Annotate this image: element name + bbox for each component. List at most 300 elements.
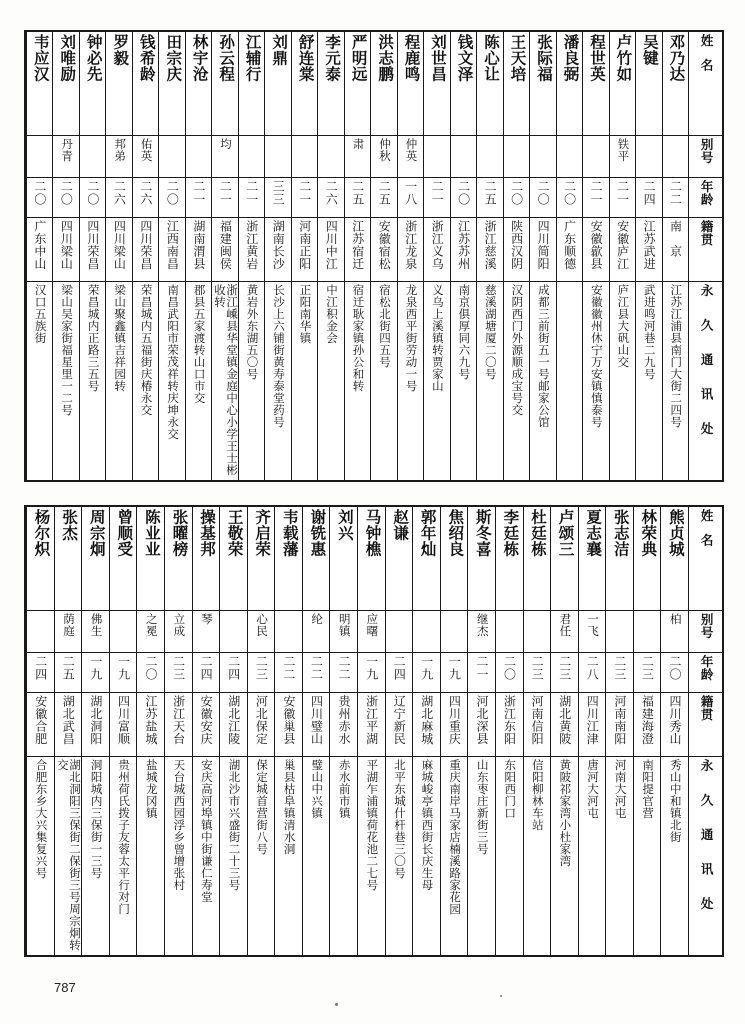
entry-address-text: 河南大河屯	[613, 759, 626, 819]
entry-alias	[661, 611, 688, 653]
entry-address-text: 黄陂祁家湾小杜家湾	[558, 759, 571, 867]
entry-name-text: 洪志鹏	[376, 34, 394, 82]
row-header-age	[689, 653, 722, 693]
entry-age-text: 二三	[612, 655, 627, 681]
roster-entry-column	[164, 507, 192, 955]
entry-age-text: 一九	[447, 655, 462, 681]
entry-age-text: 二三	[254, 655, 269, 681]
entry-age	[165, 653, 192, 693]
entry-address	[193, 757, 220, 955]
scan-speck	[335, 1003, 338, 1006]
roster-entry-column	[302, 507, 330, 955]
entry-address	[55, 757, 82, 955]
entry-age	[159, 178, 184, 218]
roster-entry-column	[291, 32, 317, 480]
entry-address	[610, 282, 635, 480]
entry-name	[137, 507, 164, 611]
entry-name-text: 杜廷栋	[528, 509, 546, 557]
roster-entry-column	[247, 507, 275, 955]
entry-native-text: 河南正阳	[297, 220, 312, 270]
row-header-alias-text: 别号	[699, 138, 714, 164]
roster-entry-column	[26, 32, 52, 480]
entry-name	[524, 507, 551, 611]
entry-age	[265, 178, 290, 218]
entry-name-text: 孙云程	[217, 34, 235, 82]
entry-address	[398, 282, 423, 480]
entry-alias	[663, 136, 688, 178]
entry-address	[451, 282, 476, 480]
roster-entry-column	[495, 507, 523, 955]
entry-alias	[413, 611, 440, 653]
entry-alias	[345, 136, 370, 178]
entry-address-text: 贵州荷氏拨子友蓉太平行对门	[117, 759, 130, 915]
page-number: 787	[54, 980, 76, 995]
entry-address	[239, 282, 264, 480]
entry-native-text: 四川梁山	[112, 220, 127, 270]
entry-age-text: 二二	[309, 655, 324, 681]
entry-name	[477, 32, 502, 136]
entry-native	[663, 218, 688, 282]
row-header-address-text: 永久通讯处	[699, 284, 714, 457]
entry-native-text: 湖南长沙	[271, 220, 286, 270]
row-header-name-text: 姓名	[699, 34, 714, 83]
roster-entry-column	[192, 507, 220, 955]
entry-address-text: 汉口五族街	[33, 284, 46, 344]
entry-address	[275, 757, 302, 955]
entry-age-text: 二五	[61, 655, 76, 681]
entry-alias	[583, 136, 608, 178]
entry-address-text: 唐河大河屯	[586, 759, 598, 819]
entry-name	[80, 32, 105, 136]
roster-entry-column	[52, 32, 78, 480]
entry-native-text: 河南南阳	[612, 695, 627, 745]
entry-name	[303, 507, 330, 611]
entry-alias	[80, 136, 105, 178]
entry-alias-text: 仲秋	[377, 138, 390, 162]
entry-name	[551, 507, 578, 611]
roster-entry-column	[633, 507, 661, 955]
entry-name-text: 舒连棠	[296, 34, 314, 82]
entry-alias	[212, 136, 237, 178]
roster-entry-column	[660, 507, 688, 955]
entry-address	[318, 282, 343, 480]
roster-table-top	[24, 30, 724, 482]
entry-native-text: 四川富顺	[116, 695, 131, 745]
entry-alias	[451, 136, 476, 178]
entry-address	[557, 282, 582, 480]
entry-name	[159, 32, 184, 136]
entry-age-text: 二二	[337, 655, 352, 681]
entry-native-text: 浙江义乌	[430, 220, 445, 270]
entry-native	[345, 218, 370, 282]
entry-age	[133, 178, 158, 218]
roster-table-bottom	[24, 505, 724, 957]
entry-age	[371, 178, 396, 218]
entry-name	[413, 507, 440, 611]
entry-age-text: 一九	[419, 655, 434, 681]
entry-name	[55, 507, 82, 611]
entry-name	[330, 507, 357, 611]
entry-address	[477, 282, 502, 480]
entry-native	[358, 693, 385, 757]
entry-address	[358, 757, 385, 955]
entry-address-text: 荣昌城内五福街庆椿永交	[139, 284, 152, 416]
entry-name-text: 卢竹如	[614, 34, 632, 82]
entry-name-text: 谢铣惠	[308, 509, 326, 557]
entry-age	[524, 653, 551, 693]
entry-name	[398, 32, 423, 136]
entry-address	[82, 757, 109, 955]
entry-address-text: 安徽徽州休宁万安镇慎泰号	[589, 284, 602, 428]
roster-entry-column	[582, 32, 608, 480]
entry-name	[468, 507, 495, 611]
entry-address-text: 宿松北街四五号	[377, 284, 390, 368]
entry-alias-text: 立成	[172, 613, 185, 637]
entry-name	[386, 507, 413, 611]
entry-address	[345, 282, 370, 480]
entry-native-text: 浙江天台	[171, 695, 186, 745]
entry-name	[27, 32, 52, 136]
roster-entry-column	[578, 507, 606, 955]
entry-name	[557, 32, 582, 136]
entry-alias-text: 佛生	[89, 613, 102, 637]
entry-native	[636, 218, 661, 282]
entry-address	[579, 757, 606, 955]
entry-age	[606, 653, 633, 693]
entry-alias	[27, 136, 52, 178]
entry-address-text: 荣昌城内正路三五号	[86, 284, 99, 392]
entry-age	[610, 178, 635, 218]
entry-name-text: 韦应汉	[31, 34, 49, 82]
entry-age	[80, 178, 105, 218]
entry-name-text: 刘唯励	[58, 34, 76, 82]
entry-name-text: 罗毅	[111, 34, 129, 66]
entry-native	[110, 693, 137, 757]
entry-age-text: 二〇	[536, 180, 551, 206]
entry-alias-text: 明镇	[337, 613, 350, 637]
entry-address-text: 南阳提官营	[641, 759, 654, 819]
entry-age	[358, 653, 385, 693]
entry-age	[193, 653, 220, 693]
entry-address-text: 浙江嵊县华堂镇金庭中心小学王士彬收转	[213, 284, 238, 476]
roster-entry-column	[503, 32, 529, 480]
entry-alias	[137, 611, 164, 653]
entry-address-text: 巢县枯阜镇清水洞	[282, 759, 295, 855]
entry-name-text: 焦绍良	[446, 509, 464, 557]
entry-alias	[110, 611, 137, 653]
entry-age-text: 二六	[138, 180, 153, 206]
entry-age-text: 二一	[244, 180, 259, 206]
row-header-age-text: 年龄	[699, 655, 714, 681]
entry-native-text: 江西南昌	[165, 220, 180, 270]
roster-entry-column	[109, 507, 137, 955]
row-header-address	[689, 757, 722, 955]
entry-age-text: 二四	[226, 655, 241, 681]
entry-name	[610, 32, 635, 136]
entry-name-text: 严明远	[349, 34, 367, 82]
roster-entry-column	[450, 32, 476, 480]
entry-native	[80, 218, 105, 282]
row-header-age	[689, 178, 722, 218]
entry-age	[636, 178, 661, 218]
entry-native	[579, 693, 606, 757]
entry-alias-text: 心民	[255, 613, 268, 637]
entry-address-text: 湖北沙市兴盛街二十三号	[227, 759, 240, 891]
roster-entry-column	[136, 507, 164, 955]
entry-age-text: 二一	[191, 180, 206, 206]
entry-alias	[557, 136, 582, 178]
entry-native-text: 贵州赤水	[337, 695, 352, 745]
entry-age	[413, 653, 440, 693]
entry-name-text: 钟必先	[84, 34, 102, 82]
entry-native-text: 广东中山	[32, 220, 47, 270]
entry-age-text: 二五	[377, 180, 392, 206]
roster-entry-column	[467, 507, 495, 955]
entry-native	[441, 693, 468, 757]
entry-address-text: 东阳西门口	[503, 759, 516, 819]
entry-name	[358, 507, 385, 611]
entry-native	[239, 218, 264, 282]
entry-name	[239, 32, 264, 136]
entry-age-text: 二五	[483, 180, 498, 206]
entry-native	[610, 218, 635, 282]
entry-native	[371, 218, 396, 282]
entry-native	[55, 693, 82, 757]
entry-name-text: 程鹿鸣	[402, 34, 420, 82]
entry-address-text: 汉阴西门外源顺成宝号交	[510, 284, 523, 416]
entry-name-text: 赵谦	[391, 509, 409, 541]
entry-age	[53, 178, 78, 218]
entry-alias	[477, 136, 502, 178]
entry-alias	[53, 136, 78, 178]
entry-name-text: 邓乃达	[667, 34, 685, 82]
entry-address-text: 正阳南华镇	[298, 284, 311, 344]
entry-address-text: 中江积金会	[324, 284, 337, 344]
entry-name-text: 王天培	[508, 34, 526, 82]
entry-alias-text: 之冕	[144, 613, 157, 637]
entry-alias-text: 继杰	[475, 613, 488, 637]
entry-alias	[220, 611, 247, 653]
entry-address	[606, 757, 633, 955]
entry-age	[110, 653, 137, 693]
entry-alias	[610, 136, 635, 178]
roster-entry-column	[662, 32, 688, 480]
entry-alias	[524, 611, 551, 653]
entry-address	[386, 757, 413, 955]
entry-native	[413, 693, 440, 757]
entry-address-text: 洞阳城内三保街一三号	[89, 759, 102, 879]
entry-alias	[371, 136, 396, 178]
entry-native	[186, 218, 211, 282]
entry-native-text: 四川江津	[585, 695, 600, 745]
entry-age	[530, 178, 555, 218]
entry-native	[193, 693, 220, 757]
entry-name-text: 张曜榜	[170, 509, 188, 557]
entry-alias	[265, 136, 290, 178]
roster-entry-column	[219, 507, 247, 955]
entry-age-text: 二四	[199, 655, 214, 681]
row-header-native	[689, 693, 722, 757]
row-header-alias	[689, 611, 722, 653]
entry-address	[27, 282, 52, 480]
entry-native	[504, 218, 529, 282]
entry-address	[371, 282, 396, 480]
entry-age	[55, 653, 82, 693]
entry-age-text: 二〇	[59, 180, 74, 206]
roster-entry-column	[529, 32, 555, 480]
entry-native-text: 湖北武昌	[61, 695, 76, 745]
entry-age-text: 二四	[33, 655, 48, 681]
entry-name	[634, 507, 661, 611]
entry-name	[82, 507, 109, 611]
entry-alias-text: 一飞	[586, 613, 598, 637]
entry-address	[137, 757, 164, 955]
entry-native	[133, 218, 158, 282]
entry-name-text: 吴键	[640, 34, 658, 66]
roster-entry-column	[274, 507, 302, 955]
entry-native-text: 四川荣昌	[85, 220, 100, 270]
entry-address	[110, 757, 137, 955]
entry-alias	[496, 611, 523, 653]
entry-native	[477, 218, 502, 282]
entry-age-text: 二〇	[32, 180, 47, 206]
entry-native	[468, 693, 495, 757]
entry-native	[82, 693, 109, 757]
entry-name-text: 马钟樵	[363, 509, 381, 557]
entry-alias-text: 铁平	[616, 138, 629, 162]
entry-age	[212, 178, 237, 218]
entry-alias-text: 丹青	[60, 138, 73, 162]
entry-name-text: 刘世昌	[429, 34, 447, 82]
entry-native-text: 浙江黄岩	[244, 220, 259, 270]
entry-native-text: 安徽歙县	[589, 220, 604, 270]
entry-alias-text: 邦弟	[113, 138, 126, 162]
entry-address-text: 武进鸣河巷二九号	[642, 284, 655, 380]
entry-address	[80, 282, 105, 480]
entry-native-text: 江苏宿迁	[350, 220, 365, 270]
entry-address	[330, 757, 357, 955]
entry-age-text: 二三	[171, 655, 186, 681]
entry-address-text: 秀山中和镇北街	[668, 759, 681, 843]
row-header-name	[689, 507, 722, 611]
entry-address-text: 山东枣庄新街三号	[475, 759, 488, 855]
roster-entry-column	[264, 32, 290, 480]
entry-address	[424, 282, 449, 480]
entry-name	[248, 507, 275, 611]
entry-alias	[239, 136, 264, 178]
entry-alias	[606, 611, 633, 653]
entry-name	[193, 507, 220, 611]
entry-address-text: 梁山吴家街福星里一二号	[60, 284, 73, 416]
entry-age	[579, 653, 606, 693]
entry-name	[583, 32, 608, 136]
entry-alias-text: 均	[219, 138, 232, 150]
entry-alias	[386, 611, 413, 653]
entry-address-text: 黄岩外东湖五〇号	[245, 284, 258, 380]
entry-native	[303, 693, 330, 757]
entry-age	[330, 653, 357, 693]
entry-native-text: 湖北洞阳	[88, 695, 103, 745]
entry-alias	[636, 136, 661, 178]
entry-age	[292, 178, 317, 218]
row-header-address-text: 永久通讯处	[699, 759, 714, 932]
entry-native	[386, 693, 413, 757]
entry-address-text: 合肥东乡大兴集复兴号	[34, 759, 47, 879]
entry-name	[212, 32, 237, 136]
entry-alias	[424, 136, 449, 178]
entry-address	[504, 282, 529, 480]
entry-age	[303, 653, 330, 693]
entry-age	[551, 653, 578, 693]
entry-age	[441, 653, 468, 693]
entry-native-text: 广东顺德	[562, 220, 577, 270]
entry-age-text: 二〇	[562, 180, 577, 206]
entry-native	[318, 218, 343, 282]
roster-entry-column	[105, 32, 131, 480]
entry-name	[661, 507, 688, 611]
row-header-native	[689, 218, 722, 282]
entry-age	[106, 178, 131, 218]
entry-age	[661, 653, 688, 693]
entry-age-text: 二八	[585, 655, 600, 681]
entry-alias-text: 纶	[310, 613, 323, 625]
row-header-name-text: 姓名	[699, 509, 714, 558]
roster-entry-column	[605, 507, 633, 955]
roster-entry-column	[79, 32, 105, 480]
entry-address-text: 北平东城什杆巷三〇号	[392, 759, 405, 879]
entry-address-text: 平湖乍浦镇荷花池二七号	[365, 759, 378, 891]
row-header-age-text: 年龄	[699, 180, 714, 206]
entry-name-text: 钱希龄	[137, 34, 155, 82]
roster-entry-column	[412, 507, 440, 955]
entry-alias	[551, 611, 578, 653]
entry-native	[451, 218, 476, 282]
entry-age-text: 二一	[615, 180, 630, 206]
entry-age	[468, 653, 495, 693]
entry-address	[634, 757, 661, 955]
entry-address-text: 重庆南岸马家店楠溪路家花园	[448, 759, 461, 915]
entry-native	[159, 218, 184, 282]
entry-name	[504, 32, 529, 136]
entry-native-text: 南 京	[668, 220, 683, 258]
entry-address	[663, 282, 688, 480]
entry-age-text: 二一	[589, 180, 604, 206]
entry-native	[530, 218, 555, 282]
entry-age	[248, 653, 275, 693]
entry-age-text: 二〇	[502, 655, 517, 681]
entry-name	[318, 32, 343, 136]
row-header-column	[688, 32, 722, 480]
entry-native	[398, 218, 423, 282]
entry-address	[212, 282, 237, 480]
entry-name	[53, 32, 78, 136]
entry-address	[159, 282, 184, 480]
entry-native	[661, 693, 688, 757]
roster-entry-column	[211, 32, 237, 480]
entry-name-text: 陈心让	[482, 34, 499, 82]
entry-age	[386, 653, 413, 693]
entry-age-text: 二六	[112, 180, 127, 206]
entry-name-text: 韦载藩	[280, 509, 298, 557]
entry-address	[441, 757, 468, 955]
entry-name-text: 周宗炯	[87, 509, 105, 557]
entry-native-text: 江苏苏州	[456, 220, 471, 270]
entry-address	[292, 282, 317, 480]
entry-age-text: 一九	[116, 655, 131, 681]
entry-age	[239, 178, 264, 218]
entry-name-text: 刘兴	[335, 509, 353, 541]
entry-address-text: 天台城西园浮乡曾增张村	[172, 759, 185, 891]
